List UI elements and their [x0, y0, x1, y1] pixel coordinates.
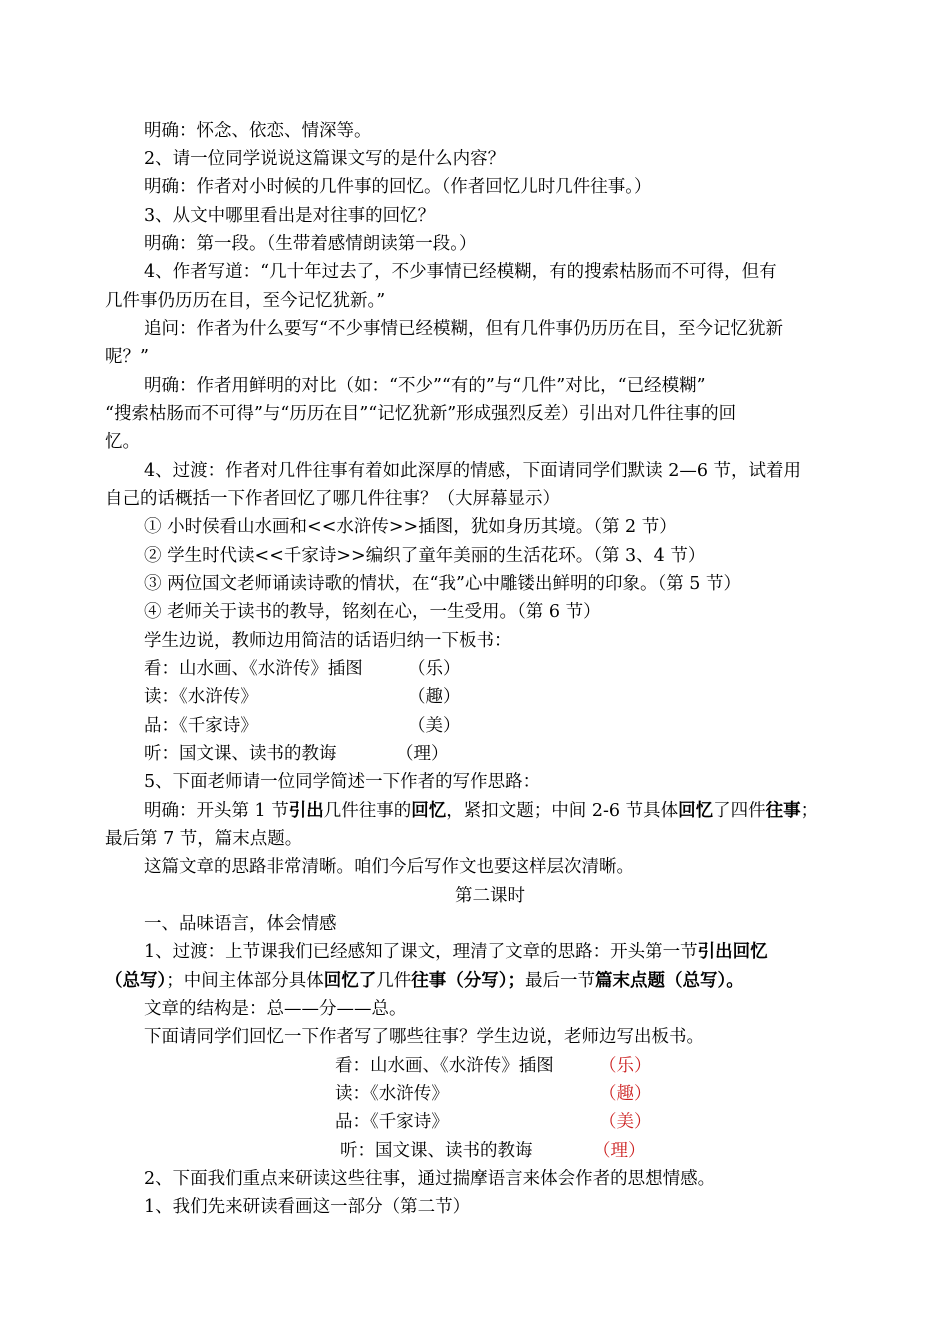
board-tag: （理）: [593, 1141, 646, 1161]
paragraph-line: 几件事仍历历在目，至今记忆犹新。”: [105, 291, 386, 311]
section-heading: 一、品味语言，体会情感: [144, 914, 337, 934]
paragraph-line: [0, 938, 950, 966]
paragraph-line: 忆。: [105, 432, 140, 452]
board-item: 听：国文课、读书的教诲: [340, 1141, 533, 1161]
board-tag: （理）: [396, 744, 449, 764]
paragraph-line: 学生边说，教师边用简洁的话语归纳一下板书：: [144, 631, 512, 651]
paragraph-line: 下面请同学们回忆一下作者写了哪些往事？学生边说，老师边写出板书。: [144, 1027, 704, 1047]
paragraph-line: 4、作者写道：“几十年过去了，不少事情已经模糊，有的搜索枯肠而不可得，但有: [144, 262, 777, 282]
bold-run: 回忆了: [323, 971, 377, 991]
text-run: ，紧扣文题；中间 2-6 节具体: [446, 801, 679, 821]
paragraph-line: “搜索枯肠而不可得”与“历历在目”“记忆犹新”形成强烈反差）引出对几件往事的回: [105, 404, 737, 424]
text-run: 1、过渡：上节课我们已经感知了课文，理清了文章的思路：开头第一节: [144, 942, 698, 962]
list-item: ① 小时侯看山水画和<<水浒传>>插图，犹如身历其境。（第 2 节）: [144, 517, 677, 537]
text-run: ；: [800, 801, 819, 821]
paragraph-line: 文章的结构是：总——分——总。: [144, 999, 407, 1019]
bold-run: 引出: [288, 801, 324, 821]
board-item: 品：《千家诗》: [144, 716, 258, 736]
bold-run: 回忆: [411, 801, 447, 821]
paragraph-line: 1、我们先来研读看画这一部分（第二节）: [144, 1197, 471, 1217]
board-item: 读：《水浒传》: [144, 687, 258, 707]
list-item: ② 学生时代读<<千家诗>>编织了童年美丽的生活花环。（第 3、4 节）: [144, 546, 706, 566]
paragraph-line: 这篇文章的思路非常清晰。咱们今后写作文也要这样层次清晰。: [144, 857, 634, 877]
text-run: 最后一节: [525, 971, 595, 991]
paragraph-line: 呢？”: [105, 347, 149, 367]
paragraph-line: 2、下面我们重点来研读这些往事，通过揣摩语言来体会作者的思想情感。: [144, 1169, 716, 1189]
bold-run: 篇末点题（总写）。: [595, 971, 744, 991]
paragraph-line: 追问：作者为什么要写“不少事情已经模糊，但有几件事仍历历在目，至今记忆犹新: [144, 319, 783, 339]
question-line: 3、从文中哪里看出是对往事的回忆？: [144, 206, 436, 226]
paragraph-line: 最后第 7 节，篇末点题。: [105, 829, 303, 849]
question-line: 2、请一位同学说说这篇课文写的是什么内容？: [144, 149, 506, 169]
list-item: ④ 老师关于读书的教导，铭刻在心，一生受用。（第 6 节）: [144, 602, 601, 622]
bold-run: 引出回忆: [697, 942, 768, 962]
board-tag: （乐）: [408, 659, 461, 679]
board-tag: （趣）: [408, 687, 461, 707]
board-item: 看：山水画、《水浒传》插图: [335, 1056, 554, 1076]
answer-line: [0, 797, 950, 825]
text-run: 几件: [376, 971, 412, 991]
board-item: 听：国文课、读书的教诲: [144, 744, 337, 764]
text-run: ；中间主体部分具体: [166, 971, 324, 991]
board-tag: （美）: [599, 1112, 652, 1132]
board-tag: （美）: [408, 716, 461, 736]
bold-run: （总写）: [105, 971, 167, 991]
list-item: ③ 两位国文老师诵读诗歌的情状，在“我”心中雕镂出鲜明的印象。（第 5 节）: [144, 574, 741, 594]
board-tag: （乐）: [599, 1056, 652, 1076]
bold-run: 回忆: [678, 801, 714, 821]
answer-line: 明确：第一段。（生带着感情朗读第一段。）: [144, 234, 477, 254]
section-title: 第二课时: [455, 886, 525, 906]
board-item: 看：山水画、《水浒传》插图: [144, 659, 363, 679]
bold-run: 往事: [765, 801, 801, 821]
paragraph-line: 4、过渡：作者对几件往事有着如此深厚的情感，下面请同学们默读 2—6 节，试着用: [144, 461, 802, 481]
text-run: 明确：开头第 1 节: [144, 801, 289, 821]
answer-line: 明确：怀念、依恋、情深等。: [144, 121, 372, 141]
answer-line: 明确：作者对小时候的几件事的回忆。（作者回忆儿时几件往事。）: [144, 177, 652, 197]
board-item: 读：《水浒传》: [335, 1084, 449, 1104]
board-tag: （趣）: [599, 1084, 652, 1104]
board-item: 品：《千家诗》: [335, 1112, 449, 1132]
bold-run: 往事（分写）；: [411, 971, 525, 991]
text-run: 几件往事的: [323, 801, 412, 821]
paragraph-line: 自己的话概括一下作者回忆了哪几件往事？（大屏幕显示）: [105, 489, 560, 509]
paragraph-line: 明确：作者用鲜明的对比（如：“不少”“有的”与“几件”对比，“已经模糊”: [144, 376, 706, 396]
text-run: 了四件: [713, 801, 766, 821]
question-line: 5、下面老师请一位同学简述一下作者的写作思路：: [144, 772, 541, 792]
paragraph-line: [0, 967, 950, 995]
